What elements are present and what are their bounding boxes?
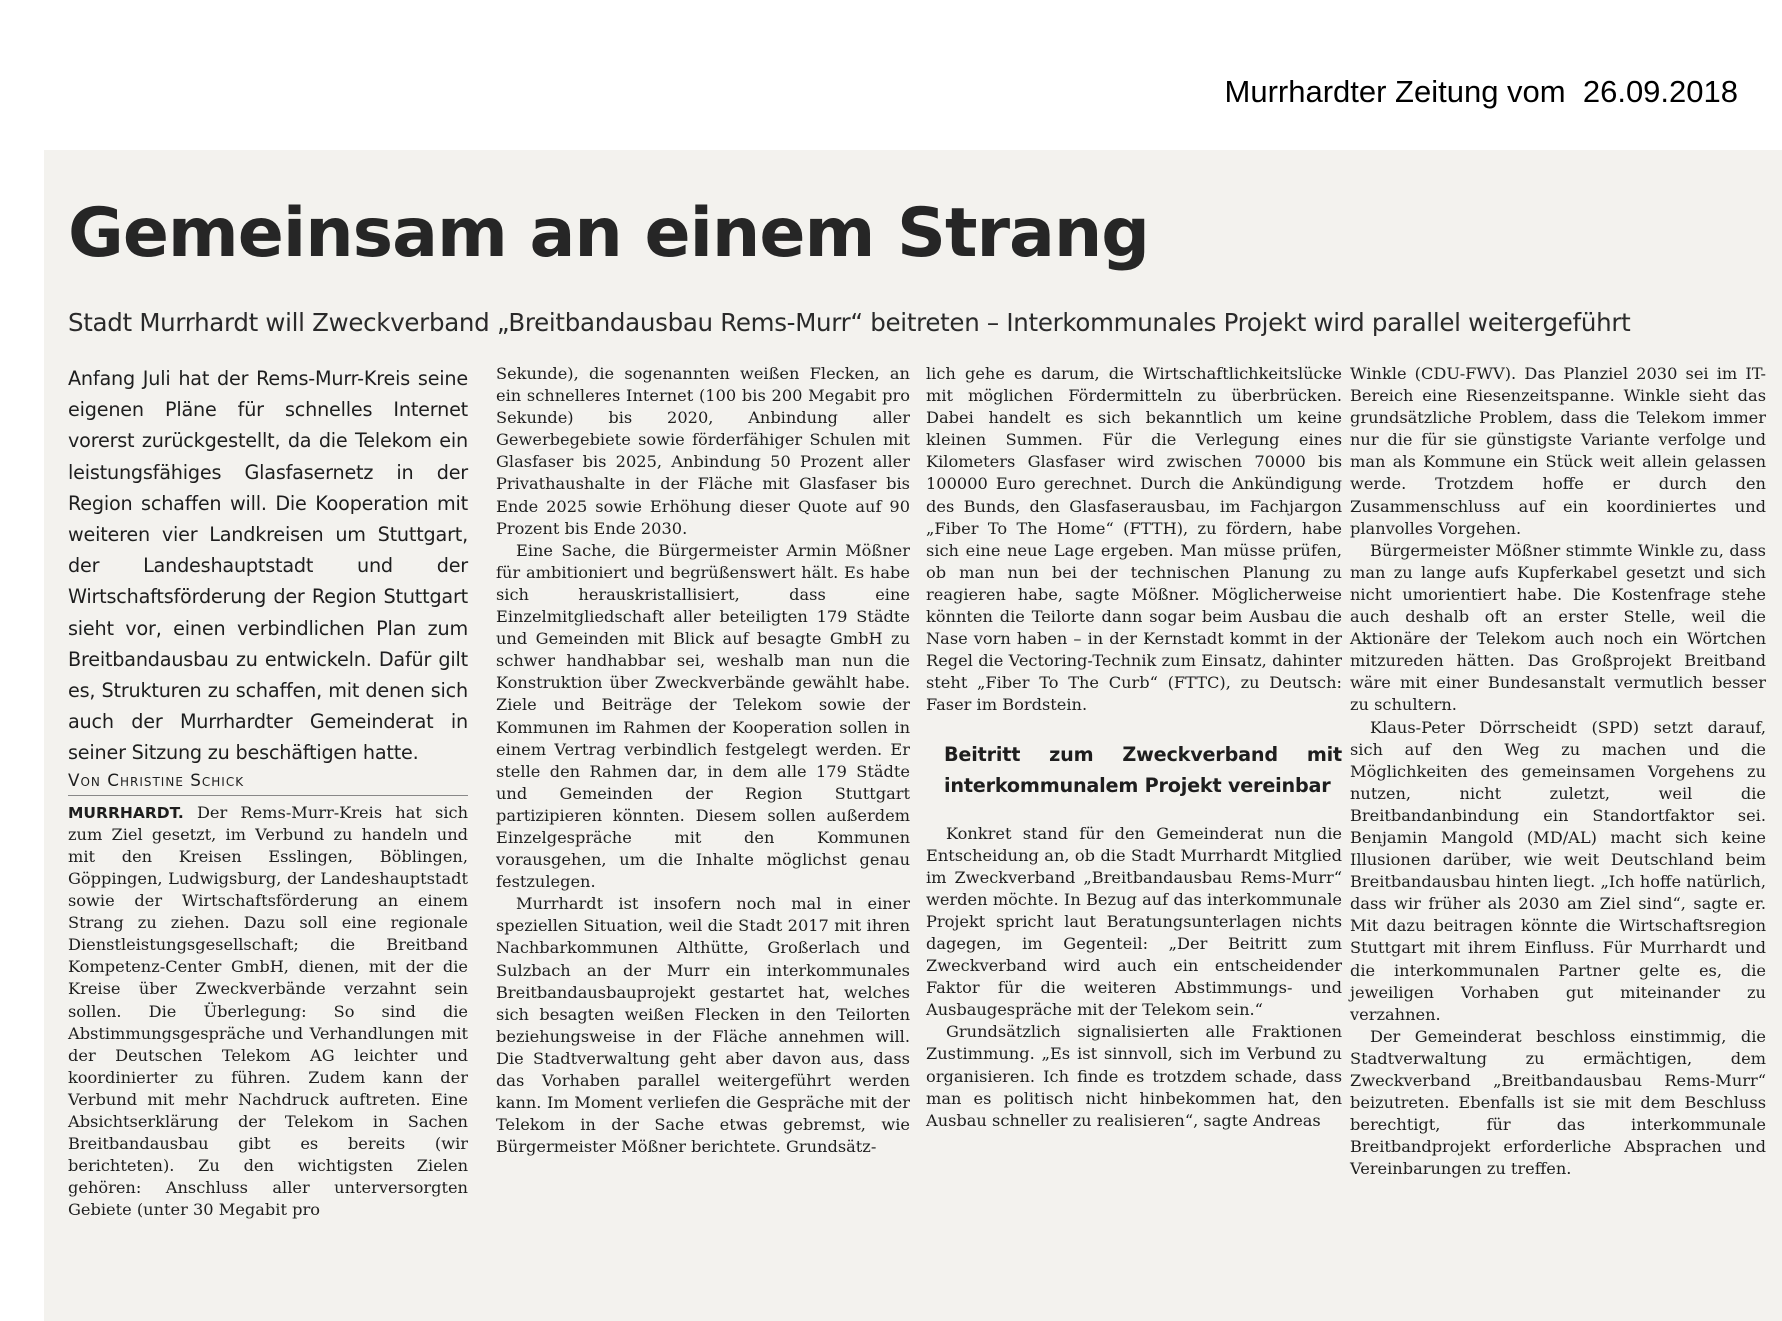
article-teaser: Anfang Juli hat der Rems-Murr-Kreis seine eigenen Pläne für schnelles Internet vorerst zurückgestellt, da die Telekom ein leistungsfähiges Glasfasernetz in der Region schaffen will. Die Kooperation mit weiteren vier Landkreisen um Stuttgart, der Landeshauptstadt und der Wirtschaftsförderung der Region Stuttgart sieht vor, einen verbindlichen Plan zum Breitbandausbau zu entwickeln. Dafür gilt es, Strukturen zu schaffen, mit denen sich auch der Murrhardter Gemeinderat in seiner Sitzung zu beschäftigen hatte. bbox=[68, 367, 468, 765]
article-column-4 bbox=[1350, 363, 1766, 1180]
article-paragraph: Grundsätzlich signalisierten alle Fraktionen Zustimmung. „Es ist sinnvoll, sich im Verbund zu organisieren. Ich finde es trotzdem schade, dass man es politisch nicht hinbekommen hat, den Ausbau schneller zu realisieren“, sagte Andreas bbox=[926, 1022, 1342, 1130]
article-paragraph: Bürgermeister Mößner stimmte Winkle zu, dass man zu lange aufs Kupferkabel gesetzt und sich nicht umorientiert habe. Die Kostenfrage stehe auch deshalb oft an erster Stelle, weil die Aktionäre der Telekom auch noch ein Wörtchen mitzureden hätten. Das Großprojekt Breitband wäre mit einer Bundesanstalt vermutlich besser zu schultern. bbox=[1350, 540, 1766, 715]
newspaper-clipping bbox=[44, 150, 1782, 1321]
article-paragraph: Sekunde), die sogenannten weißen Flecken, an ein schnelleres Internet (100 bis 200 Megabit pro Sekunde) bis 2020, Anbindung aller Gewerbegebiete sowie förderfähiger Schulen mit Glasfaser bis 2025, Anbindung 50 Prozent aller Privathaushalte in der Fläche mit Glasfaser bis Ende 2025 sowie Erhöhung dieser Quote auf 90 Prozent bis Ende 2030. bbox=[496, 364, 910, 538]
article-column-3 bbox=[926, 363, 1342, 1132]
article-subheadline: Stadt Murrhardt will Zweckverband „Breitbandausbau Rems-Murr“ beitreten – Interkommunales Projekt wird parallel weitergeführt bbox=[68, 308, 1631, 337]
article-paragraph: Eine Sache, die Bürgermeister Armin Mößner für ambitioniert und begrüßenswert hält. Es habe sich herauskristallisiert, dass eine Einzelmitgliedschaft aller beteiligten 179 Städte und Gemeinden mit Blick auf besagte GmbH zu schwer handhabbar sei, weshalb man nun die Konstruktion über Zweckverbände gewählt habe. Ziele und Beiträge der Telekom sowie der Kommunen im Rahmen der Kooperation sollen in einem Vertrag verbindlich festgelegt werden. Er stelle den Rahmen dar, in dem alle 179 Städte und Gemeinden der Region Stuttgart partizipieren könnten. Diesem sollen außerdem Einzelgespräche mit den Kommunen vorausgehen, um die Inhalte möglichst genau festzulegen. bbox=[496, 540, 910, 892]
article-paragraph: Winkle (CDU-FWV). Das Planziel 2030 sei im IT-Bereich eine Riesenzeitspanne. Winkle sieht das grundsätzliche Problem, dass die Telekom immer nur die für sie günstigste Variante verfolge und man als Kommune ein Stück weit allein gelassen werde. Trotzdem hoffe er durch den Zusammenschluss auf ein koordiniertes und planvolles Vorgehen. bbox=[1350, 364, 1766, 538]
article-column-2 bbox=[496, 363, 910, 1158]
source-line: Murrhardter Zeitung vom 26.09.2018 bbox=[1224, 74, 1738, 109]
article-paragraph bbox=[68, 802, 468, 1222]
dateline: MURRHARDT. bbox=[68, 803, 184, 822]
article-column-1 bbox=[68, 363, 468, 1222]
article-paragraph: Murrhardt ist insofern noch mal in einer speziellen Situation, weil die Stadt 2017 mit ihren Nachbarkommunen Althütte, Großerlach und Sulzbach an der Murr ein interkommunales Breitbandausbauprojekt gestartet hat, welches sich besagten weißen Flecken in den Teilorten beziehungsweise in der Fläche annehmen will. Die Stadtverwaltung geht aber davon aus, dass das Vorhaben parallel weitergeführt werden kann. Im Moment verliefen die Gespräche mit der Telekom in der Sache etwas gebremst, wie Bürgermeister Mößner berichtete. Grundsätz- bbox=[496, 894, 910, 1157]
article-paragraph: Der Gemeinderat beschloss einstimmig, die Stadtverwaltung zu ermächtigen, dem Zweckverband „Breitbandausbau Rems-Murr“ beizutreten. Ebenfalls ist sie mit dem Beschluss berechtigt, für das interkommunale Breitbandprojekt erforderliche Absprachen und Vereinbarungen zu treffen. bbox=[1350, 1026, 1766, 1179]
article-paragraph: Klaus-Peter Dörrscheidt (SPD) setzt darauf, sich auf den Weg zu machen und die Möglichkeiten des gemeinsamen Vorgehens zu nutzen, nicht zuletzt, weil die Breitbandanbindung ein Standortfaktor sei. Benjamin Mangold (MD/AL) macht sich keine Illusionen darüber, wie weit Deutschland beim Breitbandausbau hinten liegt. „Ich hoffe natürlich, dass wir früher als 2030 am Ziel sind“, sagte er. Mit dazu beitragen könnte die Wirtschaftsregion Stuttgart mit ihrem Einfluss. Für Murrhardt und die interkommunalen Partner gelte es, die jeweiligen Vorhaben gut miteinander zu verzahnen. bbox=[1350, 717, 1766, 1024]
article-headline: Gemeinsam an einem Strang bbox=[68, 194, 1149, 273]
article-crosshead: Beitritt zum Zweckverband mit interkommunalem Projekt vereinbar bbox=[944, 742, 1342, 797]
article-paragraph: Konkret stand für den Gemeinderat nun die Entscheidung an, ob die Stadt Murrhardt Mitglied im Zweckverband „Breitbandausbau Rems-Murr“ werden möchte. In Bezug auf das interkommunale Projekt spricht laut Beratungsunterlagen nichts dagegen, im Gegenteil: „Der Beitritt zum Zweckverband wird auch ein entscheidender Faktor für die weiteren Abstimmungs- und Ausbaugespräche mit der Telekom sein.“ bbox=[926, 823, 1342, 1020]
paragraph-text: Der Rems-Murr-Kreis hat sich zum Ziel gesetzt, im Verbund zu handeln und mit den Kreisen Esslingen, Böblingen, Göppingen, Ludwigsburg, der Landeshauptstadt sowie der Wirtschaftsförderung an einem Strang zu ziehen. Dazu soll eine regionale Dienstleistungsgesellschaft; die Breitband Kompetenz-Center GmbH, dienen, mit der die Kreise über Zweckverbände verzahnt sein sollen. Die Überlegung: So sind die Abstimmungsgespräche und Verhandlungen mit der Deutschen Telekom AG leichter und koordinierter zu führen. Zudem kann der Verbund mit mehr Nachdruck auftreten. Eine Absichtserklärung der Telekom in Sachen Breitbandausbau gibt es bereits (wir berichteten). Zu den wichtigsten Zielen gehören: Anschluss aller unterversorgten Gebiete (unter 30 Megabit pro bbox=[68, 802, 468, 1220]
article-paragraph: lich gehe es darum, die Wirtschaftlichkeitslücke mit möglichen Fördermitteln zu überbrücken. Dabei handelt es sich bekanntlich um keine kleinen Summen. Für die Verlegung eines Kilometers Glasfaser wird zwischen 70000 bis 100000 Euro gerechnet. Durch die Ankündigung des Bunds, den Glasfaserausbau, im Fachjargon „Fiber To The Home“ (FTTH), zu fördern, habe sich eine neue Lage ergeben. Man müsse prüfen, ob man nun bei der technischen Planung zu reagieren habe, sagte Mößner. Möglicherweise könnten die Teilorte dann sogar beim Ausbau die Nase vorn haben – in der Kernstadt kommt in der Regel die Vectoring-Technik zum Einsatz, dahinter steht „Fiber To The Curb“ (FTTC), zu Deutsch: Faser im Bordstein. bbox=[926, 364, 1342, 715]
article-byline: Von Christine Schick bbox=[68, 769, 468, 796]
